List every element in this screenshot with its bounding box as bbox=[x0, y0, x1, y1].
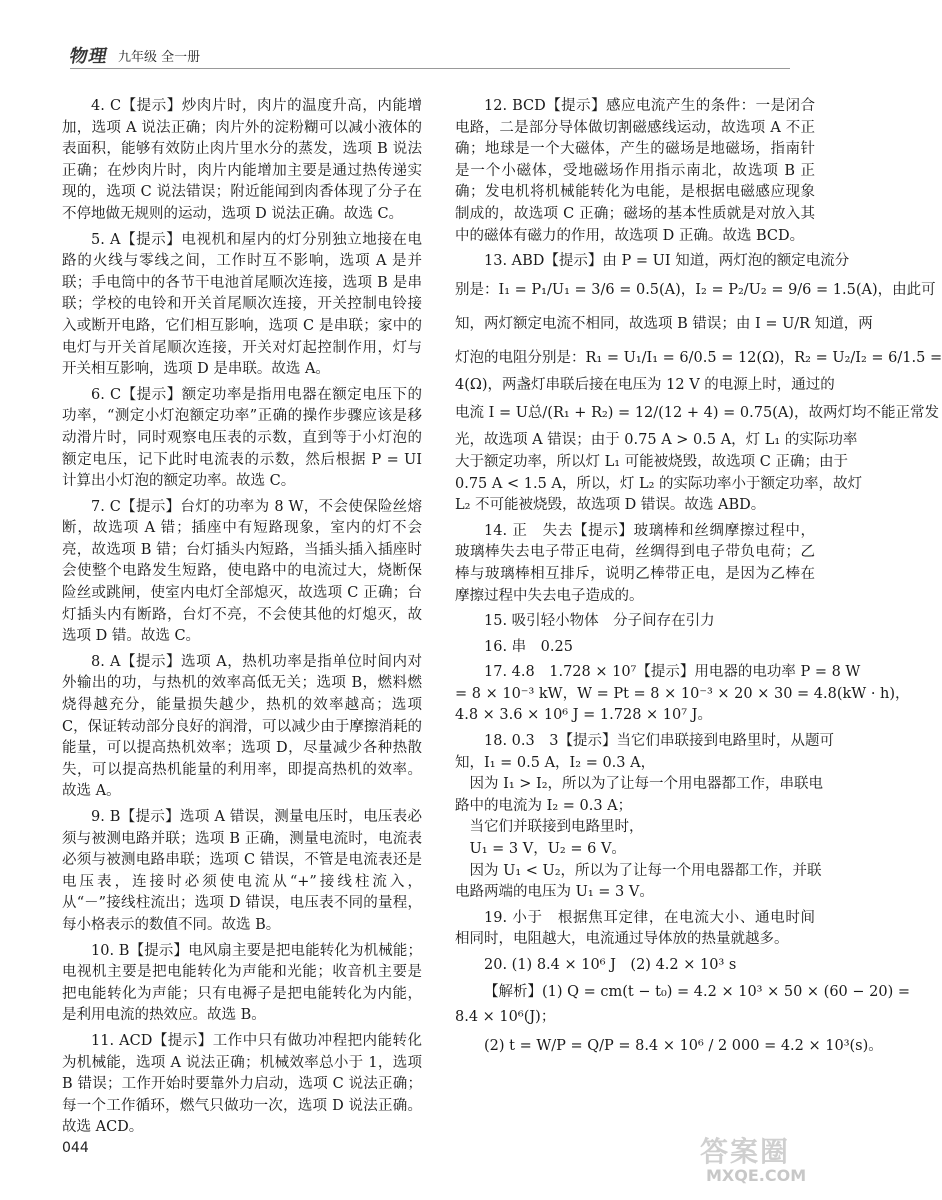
answer-17 bbox=[455, 662, 910, 727]
answer-20 bbox=[455, 955, 911, 1064]
answer-13-line: 光，故选项 A 错误；由于 0.75 A > 0.5 A，灯 L₁ 的实际功率 bbox=[455, 432, 858, 449]
answer-20-line: (2) t = W/P = Q/P = 8.4 × 10⁶ / 2 000 = 4.2 × 10³(s)。 bbox=[484, 1038, 883, 1055]
right-column bbox=[455, 96, 942, 1064]
answer-13-line: 0.75 A < 1.5 A，所以，灯 L₂ 的实际功率小于额定功率，故灯 bbox=[455, 475, 863, 492]
answer-18-line: U₁ = 3 V，U₂ = 6 V。 bbox=[455, 841, 626, 858]
answer-18 bbox=[455, 731, 834, 904]
answer-18-line: 路中的电流为 I₂ = 0.3 A； bbox=[455, 797, 633, 814]
answer-13-line: 大于额定功率，所以灯 L₁ 可能被烧毁，故选项 C 正确；由于 bbox=[455, 453, 848, 470]
answer-18-line: 知，I₁ = 0.5 A，I₂ = 0.3 A， bbox=[455, 754, 656, 771]
answer-13-line: 13. ABD【提示】由 P = UI 知道，两灯泡的额定电流分 bbox=[484, 253, 850, 270]
answer-13-line: 灯泡的电阻分别是：R₁ = U₁/I₁ = 6/0.5 = 12(Ω)，R₂ = U₂/I₂ = 6/1.5 = bbox=[455, 349, 942, 366]
answer-17-line: 4.8 × 3.6 × 10⁶ J = 1.728 × 10⁷ J。 bbox=[455, 707, 712, 724]
left-column bbox=[62, 96, 422, 1143]
grade-label: 九年级 全一册 bbox=[118, 50, 201, 65]
answer-13 bbox=[455, 251, 942, 517]
answer-17-line: 17. 4.8 1.728 × 10⁷【提示】用电器的电功率 P = 8 W bbox=[484, 664, 861, 681]
answer-20-line: 【解析】(1) Q = cm(t − t₀) = 4.2 × 10³ × 50 × (60 − 20) = bbox=[484, 983, 911, 1000]
watermark-text: 答案圈 bbox=[700, 1135, 791, 1168]
answer-8: 8. A【提示】选项 A，热机功率是指单位时间内对外输出的功，与热机的效率高低无关；选项 B，燃料燃烧得越充分，能量损失越少，热机的效率越高；选项 C，保证转动部分良好的润滑，可以减少由于摩擦消耗的能量，可以提高热机效率；选项 D，尽量减少各种热散失，可以提高热机能量的利用率，即提高热机的效率。故选 A。 bbox=[62, 653, 422, 800]
answer-4: 4. C【提示】炒肉片时，肉片的温度升高，内能增加，选项 A 说法正确；肉片外的淀粉糊可以减小液体的表面积，能够有效防止肉片里水分的蒸发，选项 B 说法正确；在炒肉片时，肉片内能增加主要是通过热传递实现的，选项 C 说法错误；附近能闻到肉香体现了分子在不停地做无规则的运动，选项 D 说法正确。故选 C。 bbox=[62, 98, 422, 222]
answer-16: 16. 串 0.25 bbox=[484, 638, 573, 655]
answer-13-line: L₂ 不可能被烧毁，故选项 D 错误。故选 ABD。 bbox=[455, 497, 766, 514]
answer-5: 5. A【提示】电视机和屋内的灯分别独立地接在电路的火线与零线之间，工作时互不影响，选项 A 是并联；手电筒中的各节干电池首尾顺次连接，选项 B 是串联；学校的电铃和开关首尾顺次连接，开关控制电铃接入或断开电路，它们相互影响，选项 C 是串联；家中的电灯与开关首尾顺次连接，开关对灯起控制作用，灯与开关相互影响，选项 D 是串联。故选 A。 bbox=[62, 231, 422, 378]
answer-10: 10. B【提示】电风扇主要是把电能转化为机械能；电视机主要是把电能转化为声能和光能；收音机主要是把电能转化为声能；只有电褥子是把电能转化为内能，是利用电流的热效应。故选 B。 bbox=[62, 942, 422, 1024]
page-number: 044 bbox=[62, 1140, 89, 1156]
answer-19: 19. 小于 根据焦耳定律，在电流大小、通电时间相同时，电阻越大，电流通过导体放的热量就越多。 bbox=[455, 909, 815, 948]
page-header bbox=[67, 40, 790, 70]
header-divider bbox=[70, 68, 790, 69]
answer-18-line: 因为 I₁ > I₂，所以为了让每一个用电器都工作，串联电 bbox=[455, 776, 824, 793]
answer-9: 9. B【提示】选项 A 错误，测量电压时，电压表必须与被测电路并联；选项 B 正确，测量电流时，电流表必须与被测电路串联；选项 C 错误，不管是电流表还是电压表，连接时必须使电流从“+”接线柱流入，从“－”接线柱流出；选项 D 错误，电压表不同的量程，每小格表示的数值不同。故选 B。 bbox=[62, 809, 422, 933]
answer-7: 7. C【提示】台灯的功率为 8 W，不会使保险丝熔断，故选项 A 错；插座中有短路现象，室内的灯不会亮，故选项 B 错；台灯插头内短路，当插头插入插座时会使整个电路发生短路，使电路中的电流过大，烧断保险丝或跳闸，使室内电灯全部熄灭，故选项 C 正确；台灯插头内有断路，台灯不亮，不会使其他的灯熄灭，故选项 D 错。故选 C。 bbox=[62, 498, 422, 645]
answer-15: 15. 吸引轻小物体 分子间存在引力 bbox=[484, 613, 715, 630]
answer-13-line: 知，两灯额定电流不相同，故选项 B 错误；由 I = U/R 知道，两 bbox=[455, 315, 873, 332]
answer-20-line: 8.4 × 10⁶(J)； bbox=[455, 1008, 556, 1025]
answer-18-line: 电路两端的电压为 U₁ = 3 V。 bbox=[455, 884, 654, 901]
answer-17-line: = 8 × 10⁻³ kW，W = Pt = 8 × 10⁻³ × 20 × 30 = 4.8(kW · h)， bbox=[455, 685, 910, 702]
watermark-url: MXQE.COM bbox=[706, 1166, 807, 1185]
answer-13-line: 4(Ω)，两盏灯串联后接在电压为 12 V 的电源上时，通过的 bbox=[455, 376, 835, 393]
answer-18-line: 18. 0.3 3【提示】当它们串联接到电路里时，从题可 bbox=[484, 733, 834, 750]
subject-logo: 物理 bbox=[67, 46, 110, 67]
answer-13-line: 电流 I = U总/(R₁ + R₂) = 12/(12 + 4) = 0.75(A)，故两灯均不能正常发 bbox=[455, 405, 939, 422]
answer-14: 14. 正 失去【提示】玻璃棒和丝绸摩擦过程中，玻璃棒失去电子带正电荷，丝绸得到电子带负电荷；乙棒与玻璃棒相互排斥，说明乙棒带正电，是因为乙棒在摩擦过程中失去电子造成的。 bbox=[455, 522, 815, 604]
watermark-logo bbox=[700, 1130, 830, 1190]
answer-18-line: 因为 U₁ < U₂，所以为了让每一个用电器都工作，并联 bbox=[455, 862, 822, 879]
answer-6: 6. C【提示】额定功率是指用电器在额定电压下的功率，“测定小灯泡额定功率”正确的操作步骤应该是移动滑片时，同时观察电压表的示数，直到等于小灯泡的额定电压，记下此时电流表的示数，然后根据 P = UI 计算出小灯泡的额定功率。故选 C。 bbox=[62, 386, 422, 490]
answer-20-line: 20. (1) 8.4 × 10⁶ J (2) 4.2 × 10³ s bbox=[484, 957, 737, 973]
answer-12: 12. BCD【提示】感应电流产生的条件：一是闭合电路，二是部分导体做切割磁感线运动，故选项 A 不正确；地球是一个大磁体，产生的磁场是地磁场，指南针是一个小磁体，受地磁场作用指示南北，故选项 B 正确；发电机将机械能转化为电能，是根据电磁感应现象制成的，故选项 C 正确；磁场的基本性质就是对放入其中的磁体有磁力的作用，故选项 D 正确。故选 BCD。 bbox=[455, 98, 815, 244]
answer-18-line: 当它们并联接到电路里时， bbox=[455, 819, 644, 836]
answer-11: 11. ACD【提示】工作中只有做功冲程把内能转化为机械能，选项 A 说法正确；机械效率总小于 1，选项 B 错误；工作开始时要靠外力启动，选项 C 说法正确；每一个工作循环，燃气只做功一次，选项 D 说法正确。故选 ACD。 bbox=[62, 1032, 422, 1136]
answer-13-line: 别是：I₁ = P₁/U₁ = 3/6 = 0.5(A)，I₂ = P₂/U₂ = 9/6 = 1.5(A)，由此可 bbox=[455, 281, 936, 298]
